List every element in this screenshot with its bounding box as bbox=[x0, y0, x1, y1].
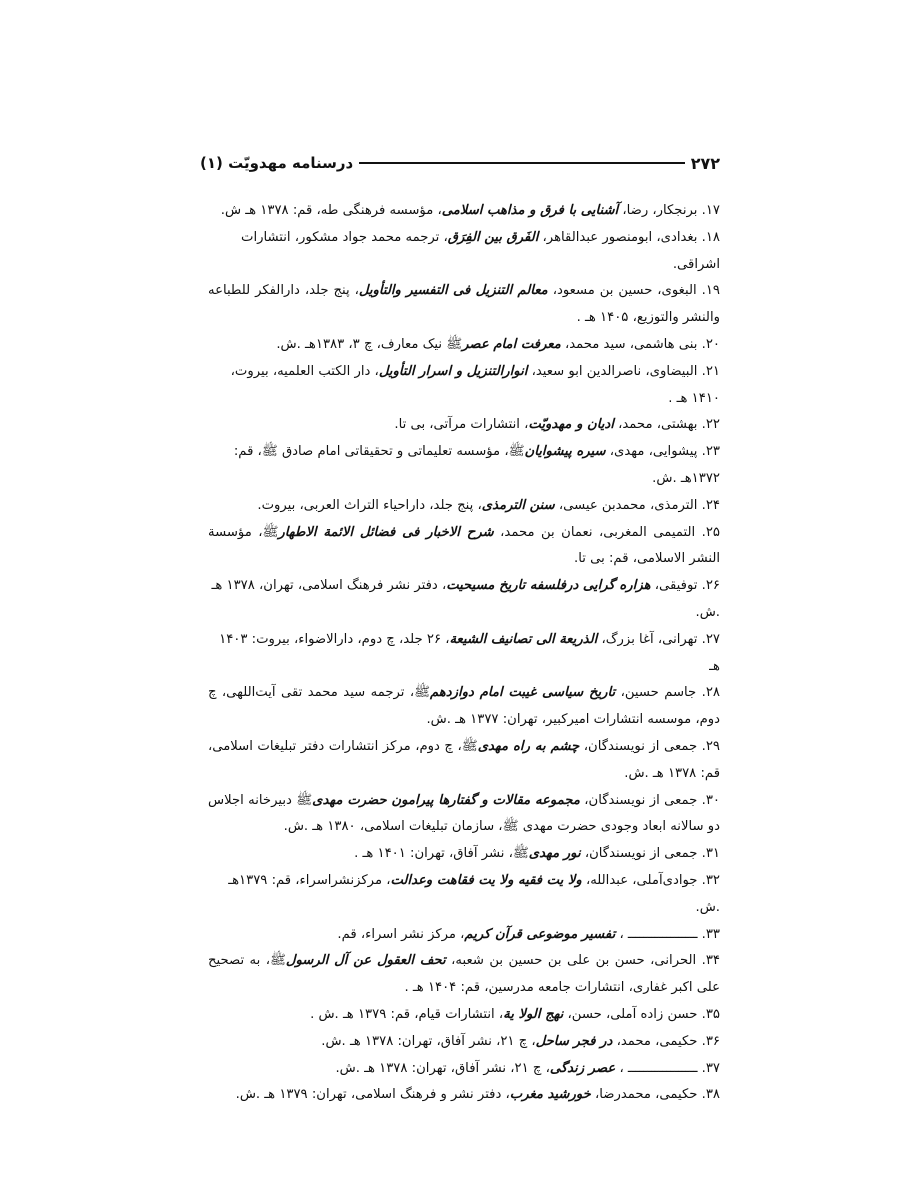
reference-title: سنن الترمذی bbox=[481, 497, 555, 513]
bibliography-list bbox=[208, 198, 720, 1109]
reference-title: نور مهدی bbox=[528, 846, 581, 862]
reference-title: تفسیر موضوعی قرآن کریم bbox=[464, 926, 616, 942]
header-rule bbox=[359, 162, 684, 164]
reference-entry: ۲۴. الترمذی، محمدبن عیسی، سنن الترمذی، پنج جلد، داراحیاء التراث العربی، بیروت. bbox=[257, 497, 720, 513]
reference-entry: ۳۸. حکیمی، محمدرضا، خورشید مغرب، دفتر نشر و فرهنگ اسلامی، تهران: ۱۳۷۹ هـ .ش. bbox=[235, 1087, 720, 1103]
reference-entry: ۳۱. جمعی از نویسندگان، نور مهدیﷺ، نشر آفاق، تهران: ۱۴۰۱ هـ . bbox=[354, 846, 720, 862]
reference-title: هزاره گرایی درفلسفه تاریخ مسیحیت bbox=[446, 578, 651, 594]
reference-title: خورشید مغرب bbox=[509, 1087, 591, 1103]
reference-entry: ۳۵. حسن زاده آملی، حسن، نهج الولا یة، انتشارات قیام، قم: ۱۳۷۹ هـ .ش . bbox=[310, 1006, 720, 1022]
reference-title: تاریخ سیاسی غیبت امام دوازدهم bbox=[430, 685, 616, 701]
reference-title: شرح الاخبار فی فضائل الائمة الاطهار bbox=[278, 524, 494, 540]
reference-entry: ۱۹. البغوی، حسین بن مسعود، معالم التنزیل فی التفسیر والتأویل، پنج جلد، دارالفکر للطباعه والنشر والتوزیع، ۱۴۰۵ هـ . bbox=[208, 283, 721, 326]
reference-title: در فجر ساحل bbox=[535, 1033, 613, 1049]
reference-entry: ۱۸. بغدادی، ابومنصور عبدالقاهر، الفَرق بین الفِرَق، ترجمه محمد جواد مشکور، انتشارات اشراقی. bbox=[241, 229, 720, 272]
reference-title: آشنایی با فرق و مذاهب اسلامی bbox=[441, 203, 619, 218]
reference-entry: ۲۲. بهشتی، محمد، ادیان و مهدویّت، انتشارات مرآتی، بی تا. bbox=[394, 417, 720, 433]
reference-entry: ۲۳. پیشوایی، مهدی، سیره پیشوایانﷺ، مؤسسه تعلیماتی و تحقیقاتی امام صادق ﷺ، قم: ۱۳۷۲هـ .ش. bbox=[233, 444, 720, 486]
reference-entry: ۳۳. ــــــــــــــــــ ، تفسیر موضوعی قرآن کریم، مرکز نشر اسراء، قم. bbox=[337, 926, 720, 942]
book-title: درسنامه مهدویّت (۱) bbox=[200, 154, 354, 172]
reference-title: چشم به راه مهدی bbox=[477, 738, 580, 754]
reference-entry: ۲۸. جاسم حسین، تاریخ سیاسی غیبت امام دوازدهمﷺ، ترجمه سید محمد تقی آیت‌اللهی، چ دوم، موسسه انتشارات امیرکبیر، تهران: ۱۳۷۷ هـ .ش. bbox=[208, 685, 720, 728]
reference-title: نهج الولا یة bbox=[503, 1006, 564, 1022]
reference-title: انوارالتنزیل و اسرار التأویل bbox=[378, 363, 528, 379]
reference-entry: ۳۴. الحرانی، حسن بن علی بن حسین بن شعبه، تحف العقول عن آل الرسولﷺ، به تصحیح علی اکبر غفاری، انتشارات جامعه مدرسین، قم: ۱۴۰۴ هـ . bbox=[208, 953, 720, 996]
reference-entry: ۲۶. توفیقی، هزاره گرایی درفلسفه تاریخ مسیحیت، دفتر نشر فرهنگ اسلامی، تهران، ۱۳۷۸ هـ .ش. bbox=[211, 578, 720, 620]
reference-entry: ۳۷. ــــــــــــــــــ ، عصر زندگی، چ ۲۱، نشر آفاق، تهران: ۱۳۷۸ هـ .ش. bbox=[335, 1060, 720, 1076]
reference-title: معالم التنزیل فی التفسیر والتأویل bbox=[358, 283, 548, 299]
reference-entry: ۳۰. جمعی از نویسندگان، مجموعه مقالات و گفتارها پیرامون حضرت مهدیﷺ دبیرخانه اجلاس دو سالانه ابعاد وجودی حضرت مهدی ﷺ، سازمان تبلیغات اسلامی، ۱۳۸۰ هـ .ش. bbox=[208, 792, 720, 835]
reference-entry: ۲۱. البیضاوی، ناصرالدین ابو سعید، انوارالتنزیل و اسرار التأویل، دار الکتب العلمیه، بیروت، ۱۴۱۰ هـ . bbox=[230, 363, 720, 406]
running-header bbox=[200, 152, 720, 174]
reference-entry: ۲۹. جمعی از نویسندگان، چشم به راه مهدیﷺ، چ دوم، مرکز انتشارات دفتر تبلیغات اسلامی، قم: ۱۳۷۸ هـ .ش. bbox=[208, 738, 720, 781]
reference-entry: ۳۲. جوادی‌آملی، عبدالله، ولا یت فقیه ولا یت فقاهت وعدالت، مرکزنشراسراء، قم: ۱۳۷۹هـ .ش. bbox=[228, 872, 720, 915]
reference-title: مجموعه مقالات و گفتارها پیرامون حضرت مهدی bbox=[312, 792, 580, 808]
reference-title: الذریعة الی تصانیف الشیعة bbox=[449, 631, 598, 647]
reference-title: ادیان و مهدویّت bbox=[528, 417, 614, 433]
reference-title: ولا یت فقیه ولا یت فقاهت وعدالت bbox=[390, 872, 582, 888]
reference-title: سیره پیشوایان bbox=[524, 444, 606, 460]
page-number: ۲۷۲ bbox=[690, 153, 720, 173]
reference-title: الفَرق بین الفِرَق bbox=[447, 229, 539, 245]
reference-entry: ۲۵. التمیمی المغربی، نعمان بن محمد، شرح الاخبار فی فضائل الائمة الاطهارﷺ، مؤسسة النشر الاسلامی، قم: بی تا. bbox=[208, 524, 721, 567]
reference-entry: ۲۷. تهرانی، آغا بزرگ، الذریعة الی تصانیف الشیعة، ۲۶ جلد، چ دوم، دارالاضواء، بیروت: ۱۴۰۳ هـ bbox=[219, 631, 720, 674]
reference-entry: ۲۰. بنی هاشمی، سید محمد، معرفت امام عصرﷺ نیک معارف، چ ۳، ۱۳۸۳هـ .ش. bbox=[276, 336, 720, 352]
reference-entry: ۳۶. حکیمی، محمد، در فجر ساحل، چ ۲۱، نشر آفاق، تهران: ۱۳۷۸ هـ .ش. bbox=[321, 1033, 720, 1049]
reference-entry: ۱۷. برنجکار، رضا، آشنایی با فرق و مذاهب اسلامی، مؤسسه فرهنگی طه، قم: ۱۳۷۸ هـ ش. bbox=[220, 203, 720, 218]
reference-title: عصر زندگی bbox=[549, 1060, 616, 1076]
reference-title: تحف العقول عن آل الرسول bbox=[285, 953, 446, 969]
reference-title: معرفت امام عصر bbox=[462, 336, 561, 352]
